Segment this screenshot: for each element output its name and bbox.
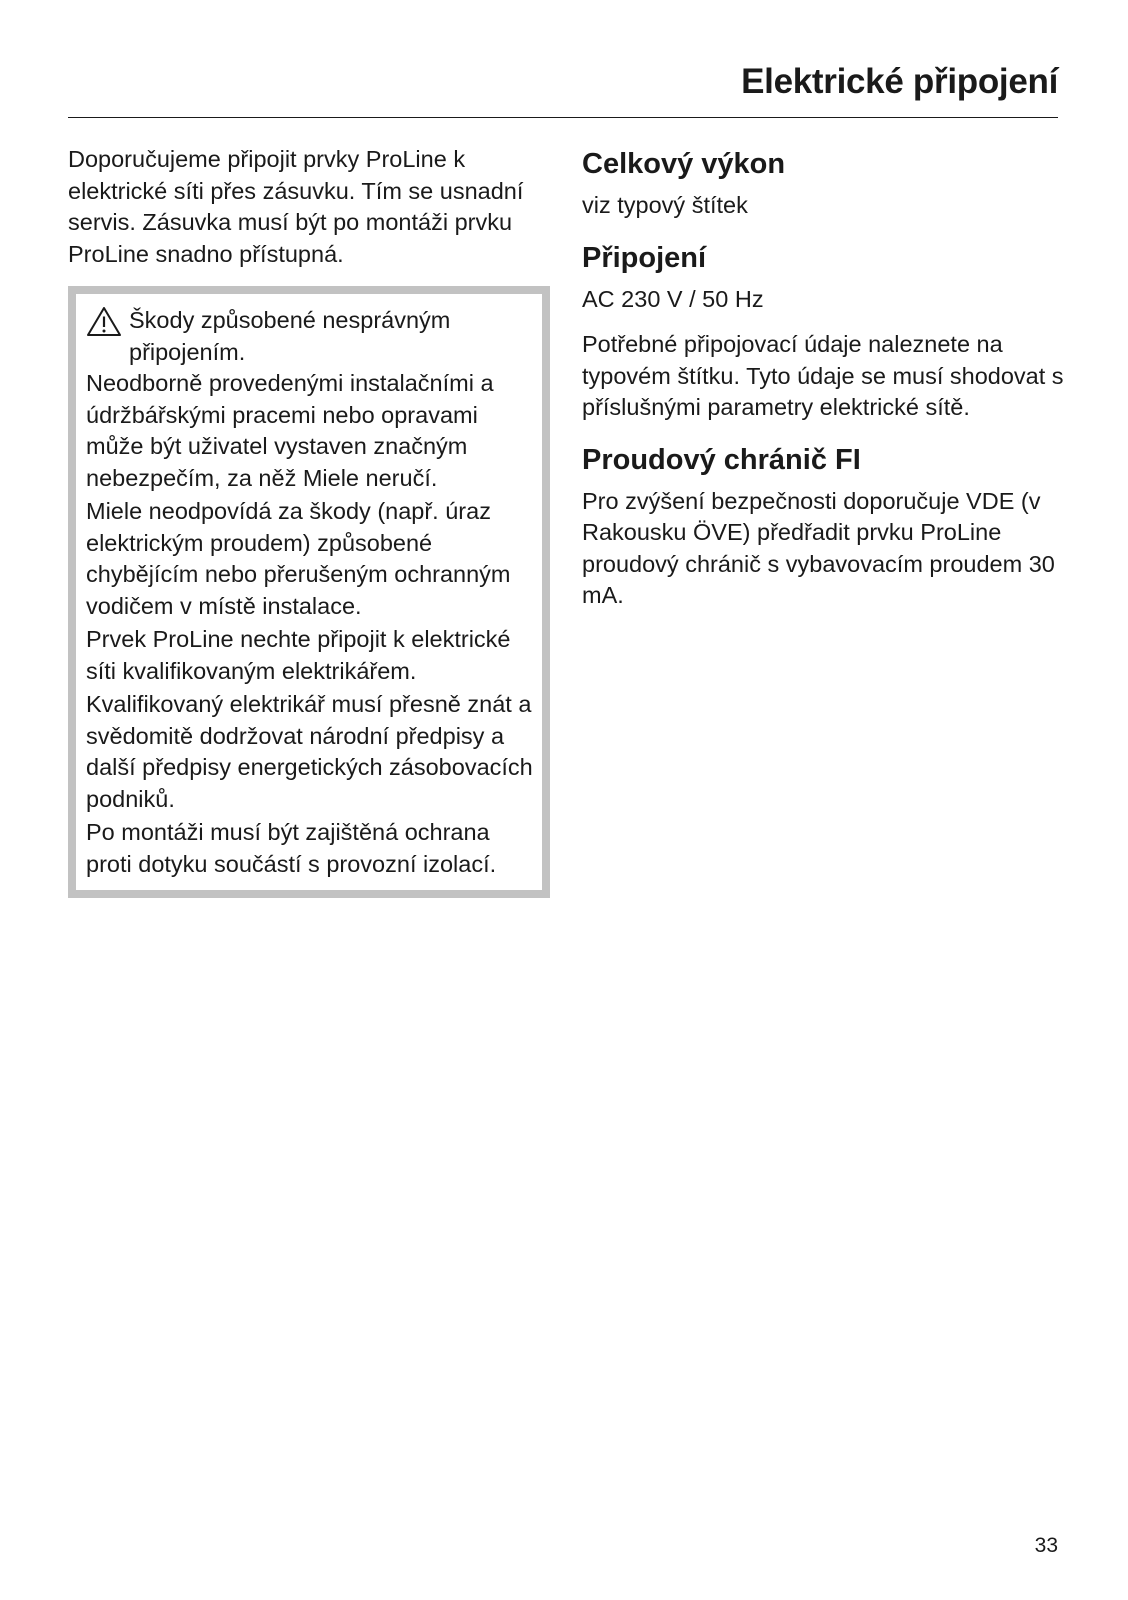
warning-paragraph: Miele neodpovídá za škody (např. úraz elektrickým proudem) způsobené chybějícím nebo přerušeným ochranným vodičem v místě instalace. [86,498,511,619]
section-heading: Celkový výkon [582,148,786,180]
section-heading: Připojení [582,241,707,274]
warning-paragraph: Prvek ProLine nechte připojit k elektrické síti kvalifikovaným elektrikářem. [86,626,511,684]
warning-paragraph: Po montáži musí být zajištěná ochrana proti dotyku součástí s provozní izolací. [86,819,497,877]
page-title: Elektrické připojení [741,62,1058,101]
warning-triangle-icon [86,306,122,337]
warning-heading-row [86,305,534,368]
intro-paragraph: Doporučujeme připojit prvky ProLine k elektrické síti přes zásuvku. Tím se usnadní servis. Zásuvka musí být po montáži prvku ProLine snadno přístupná. [68,146,524,267]
section-text: viz typový štítek [582,192,748,218]
section-connection [582,240,1072,424]
section-text: Pro zvýšení bezpečnosti doporučuje VDE (v Rakousku ÖVE) předřadit prvku ProLine proudový chránič s vybavovacím proudem 30 mA. [582,487,1055,608]
warning-paragraph: Kvalifikovaný elektrikář musí přesně znát a svědomitě dodržovat národní předpisy a další předpisy energetických zásobovacích podniků. [86,691,533,812]
page-number: 33 [1034,1534,1058,1557]
section-extra-text: Potřebné připojovací údaje naleznete na typovém štítku. Tyto údaje se musí shodovat s příslušnými parametry elektrické sítě. [582,331,1064,420]
section-text: AC 230 V / 50 Hz [582,285,764,312]
warning-paragraph: Neodborně provedenými instalačními a údržbářskými pracemi nebo opravami může být uživatel vystaven značným nebezpečím, za něž Miele neručí. [86,370,494,491]
right-column [582,146,1072,630]
section-heading: Proudový chránič FI [582,443,861,476]
warning-heading: Škody způsobené nesprávným připojením. [129,307,451,365]
section-rcd [582,442,1072,612]
left-column [68,144,548,898]
section-total-power [582,146,1072,222]
warning-box [68,286,550,898]
title-rule [68,117,1058,118]
